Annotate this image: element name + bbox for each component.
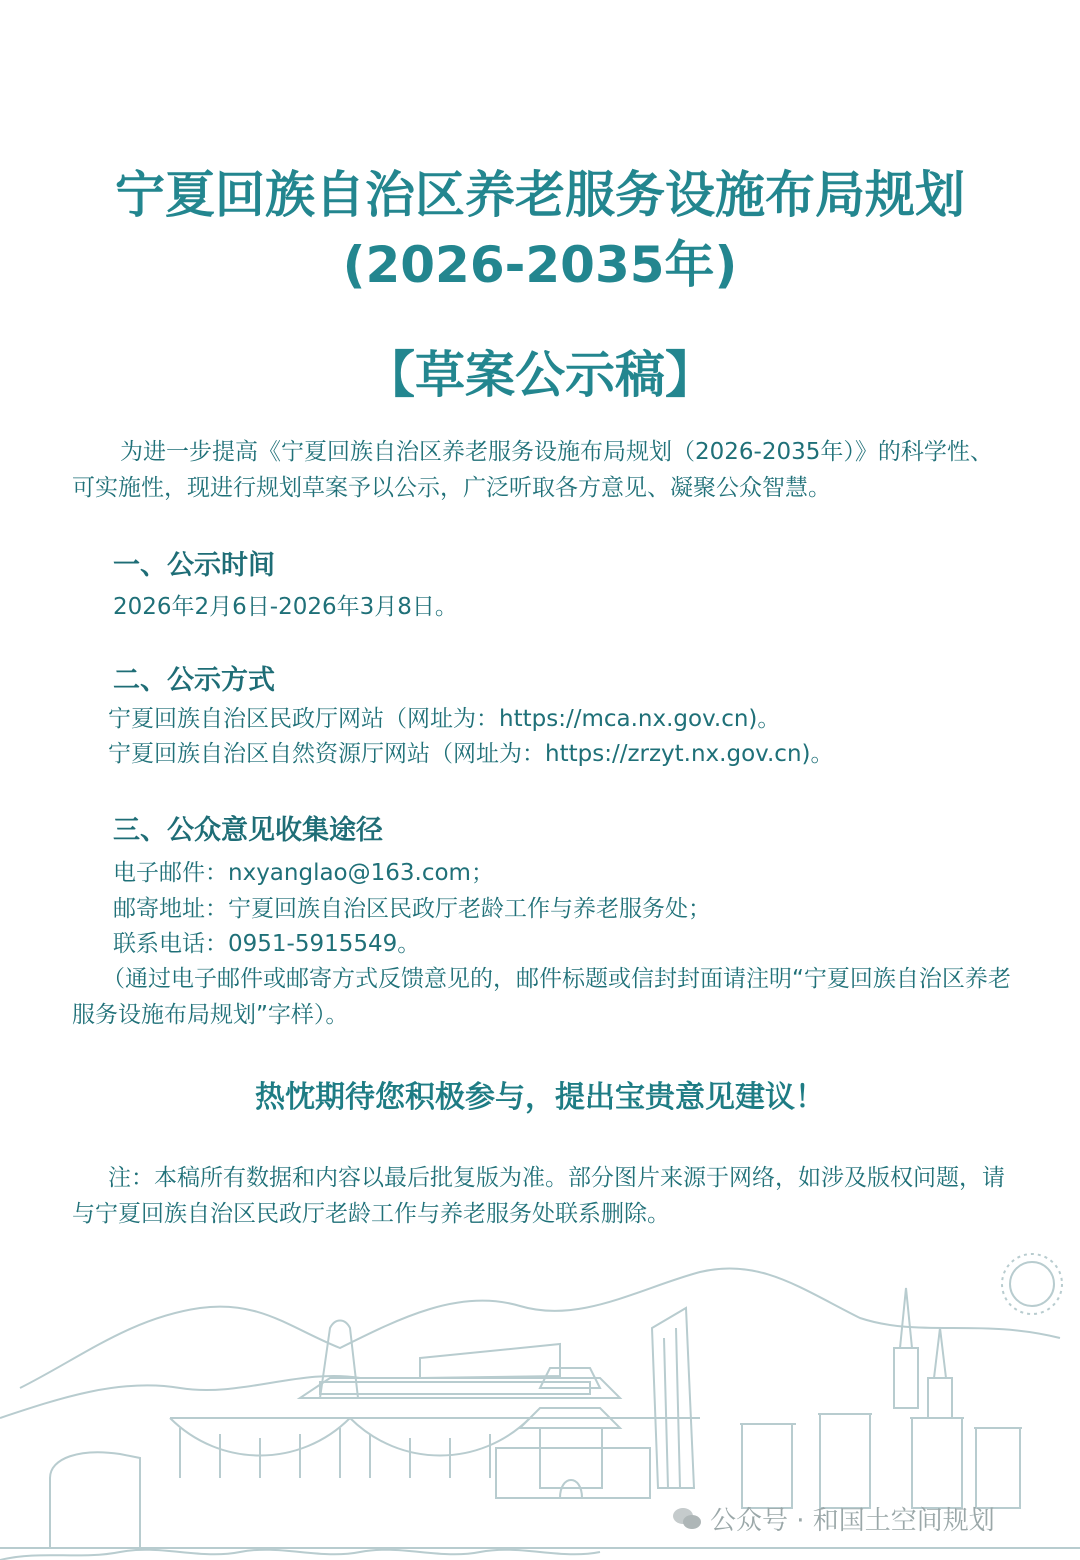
watermark xyxy=(672,1500,995,1537)
plan-period: (2026-2035年) xyxy=(342,236,738,294)
feedback-phone: 联系电话：0951-5915549。 xyxy=(113,931,421,957)
draft-badge: 【草案公示稿】 xyxy=(365,346,715,404)
section-heading-method: 二、公示方式 xyxy=(113,665,275,696)
intro-paragraph: 为进一步提高《宁夏回族自治区养老服务设施布局规划（2026-2035年）》的科学性、可实施性，现进行规划草案予以公示，广泛听取各方意见、凝聚公众智慧。 xyxy=(72,439,993,501)
section-heading-time: 一、公示时间 xyxy=(113,550,275,581)
call-to-action: 热忱期待您积极参与，提出宝贵意见建议！ xyxy=(255,1080,825,1115)
feedback-mail-address: 邮寄地址：宁夏回族自治区民政厅老龄工作与养老服务处； xyxy=(113,896,711,922)
wechat-icon xyxy=(672,1506,702,1532)
copyright-note: 注：本稿所有数据和内容以最后批复版为准。部分图片来源于网络，如涉及版权问题，请与宁夏回族自治区民政厅老龄工作与养老服务处联系删除。 xyxy=(72,1165,1005,1227)
method-line-natural-resources: 宁夏回族自治区自然资源厅网站（网址为：https://zrzyt.nx.gov.cn)。 xyxy=(108,741,834,767)
method-line-civil-affairs: 宁夏回族自治区民政厅网站（网址为：https://mca.nx.gov.cn)。 xyxy=(108,706,781,732)
watermark-text: 公众号 · 和国土空间规划 xyxy=(710,1506,995,1536)
feedback-remark: （通过电子邮件或邮寄方式反馈意见的，邮件标题或信封封面请注明“宁夏回族自治区养老服务设施布局规划”字样）。 xyxy=(72,966,1011,1028)
plan-title: 宁夏回族自治区养老服务设施布局规划 xyxy=(115,166,965,224)
section-heading-feedback: 三、公众意见收集途径 xyxy=(113,815,383,846)
feedback-email: 电子邮件：nxyanglao@163.com； xyxy=(113,860,494,886)
publicity-period: 2026年2月6日-2026年3月8日。 xyxy=(113,594,458,620)
